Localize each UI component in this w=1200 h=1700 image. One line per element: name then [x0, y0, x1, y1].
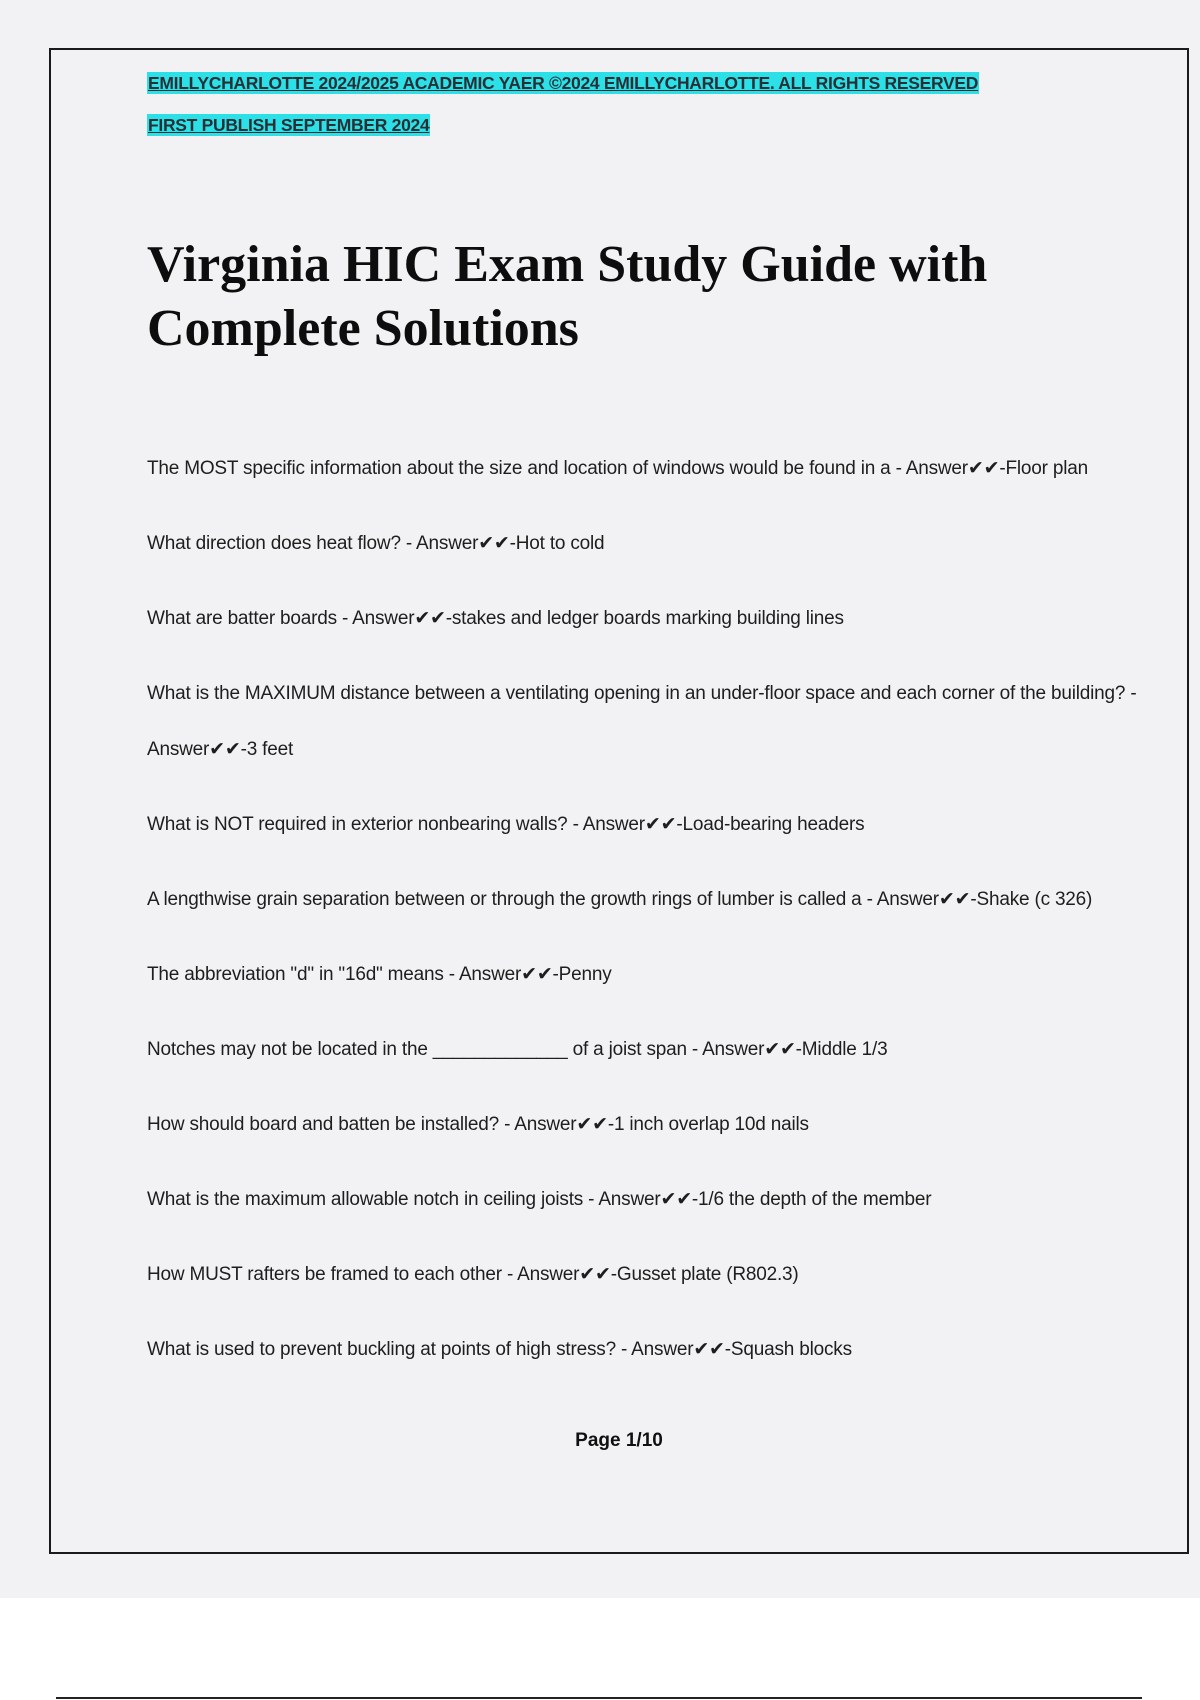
header-row-2	[147, 114, 1137, 156]
document-page	[49, 48, 1189, 1554]
qa-item: Notches may not be located in the _____________ of a joist span - Answer✔✔-Middle 1/3	[147, 1039, 888, 1060]
document-title: Virginia HIC Exam Study Guide with Complete Solutions	[147, 236, 988, 357]
next-page-area	[0, 1598, 1200, 1700]
header-row-1	[147, 72, 1137, 114]
page-content	[147, 72, 1137, 1397]
qa-item: How MUST rafters be framed to each other - Answer✔✔-Gusset plate (R802.3)	[147, 1264, 799, 1285]
qa-item: What are batter boards - Answer✔✔-stakes and ledger boards marking building lines	[147, 608, 844, 629]
qa-item: A lengthwise grain separation between or through the growth rings of lumber is called a - Answer✔✔-Shake (c 326)	[147, 889, 1093, 910]
qa-item: What is the maximum allowable notch in ceiling joists - Answer✔✔-1/6 the depth of the member	[147, 1189, 932, 1210]
qa-item: What is NOT required in exterior nonbearing walls? - Answer✔✔-Load-bearing headers	[147, 814, 865, 835]
copyright-header: EMILLYCHARLOTTE 2024/2025 ACADEMIC YAER ©2024 EMILLYCHARLOTTE. ALL RIGHTS RESERVED	[148, 73, 979, 93]
next-page-rule	[56, 1697, 1142, 1699]
qa-item: The MOST specific information about the size and location of windows would be found in a - Answer✔✔-Floor plan	[147, 458, 1088, 479]
publish-date-header: FIRST PUBLISH SEPTEMBER 2024	[148, 115, 430, 135]
qa-list	[147, 441, 1137, 1378]
qa-item: What is used to prevent buckling at points of high stress? - Answer✔✔-Squash blocks	[147, 1339, 852, 1360]
page-number: Page 1/10	[575, 1430, 663, 1451]
qa-item: What direction does heat flow? - Answer✔✔-Hot to cold	[147, 533, 605, 554]
qa-item: How should board and batten be installed? - Answer✔✔-1 inch overlap 10d nails	[147, 1114, 809, 1135]
qa-item: What is the MAXIMUM distance between a ventilating opening in an under-floor space and each corner of the building? - Answer✔✔-3 feet	[147, 683, 1137, 760]
qa-item: The abbreviation "d" in "16d" means - Answer✔✔-Penny	[147, 964, 612, 985]
